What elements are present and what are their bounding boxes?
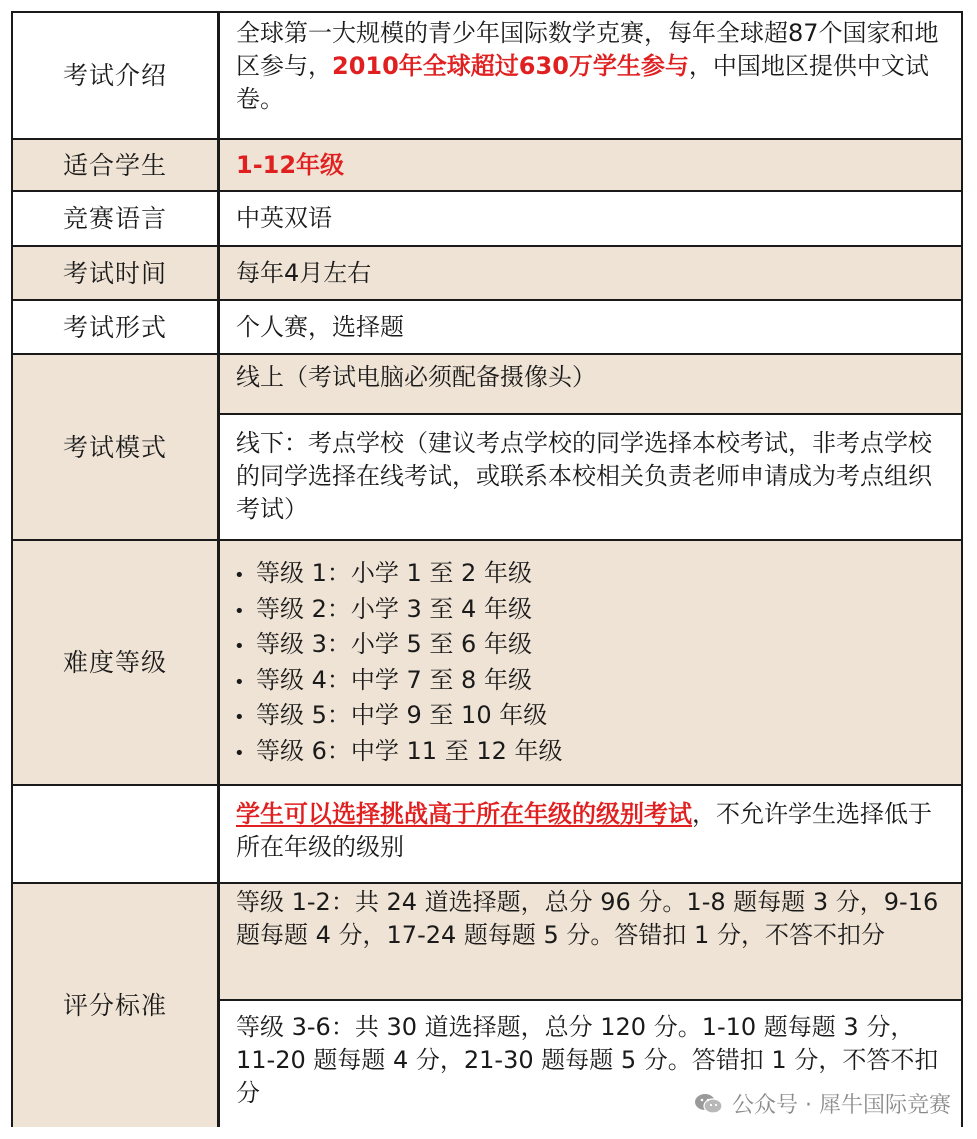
row-label-scoring: 评分标准 <box>13 884 220 1127</box>
level-text: 等级 3：小学 5 至 6 年级 <box>256 630 532 658</box>
scoring-level-3-6: 等级 3-6：共 30 道选择题，总分 120 分。1-10 题每题 3 分，11-20 题每题 4 分，21-30 题每题 5 分。答错扣 1 分，不答不扣分 <box>220 1001 961 1127</box>
row-value-format: 个人赛，选择题 <box>220 301 961 355</box>
row-label-intro: 考试介绍 <box>13 13 220 140</box>
bullet-icon: • <box>234 742 245 764</box>
mode-online: 线上（考试电脑必须配备摄像头） <box>220 355 961 415</box>
row-label-students: 适合学生 <box>13 140 220 192</box>
watermark-text: 公众号 · 犀牛国际竞赛 <box>732 1093 951 1118</box>
bullet-icon: • <box>234 600 245 622</box>
row-value-time: 每年4月左右 <box>220 247 961 301</box>
bullet-icon: • <box>234 707 245 728</box>
level-text: 等级 1：小学 1 至 2 年级 <box>256 559 532 587</box>
intro-text-part2: ，中国地区提供中文试卷。 <box>236 52 929 113</box>
watermark <box>694 1088 951 1119</box>
row-label-language: 竞赛语言 <box>13 192 220 247</box>
bullet-icon: • <box>234 671 245 693</box>
students-value: 1-12年级 <box>236 150 345 179</box>
level-text: 等级 2：小学 3 至 4 年级 <box>256 594 532 623</box>
row-label-time: 考试时间 <box>13 247 220 301</box>
row-value-levels <box>220 541 961 786</box>
mode-offline: 线下：考点学校（建议考点学校的同学选择本校考试，非考点学校的同学选择在线考试，或联系本校相关负责老师申请成为考点组织考试） <box>220 415 961 539</box>
challenge-highlight: 学生可以选择挑战高于所在年级的级别考试 <box>236 800 692 828</box>
bullet-icon: • <box>234 636 245 657</box>
level-item <box>234 735 961 771</box>
scoring-level-1-2: 等级 1-2：共 24 道选择题，总分 96 分。1-8 题每题 3 分，9-16 题每题 4 分，17-24 题每题 5 分。答错扣 1 分，不答不扣分 <box>220 884 961 1001</box>
level-text: 等级 4：中学 7 至 8 年级 <box>256 665 532 694</box>
row-value-mode <box>220 355 961 541</box>
level-item <box>234 593 961 629</box>
level-text: 等级 5：中学 9 至 10 年级 <box>256 701 548 729</box>
row-label-levels: 难度等级 <box>13 541 220 786</box>
level-text: 等级 6：中学 11 至 12 年级 <box>256 736 563 765</box>
bullet-icon: • <box>234 565 245 586</box>
intro-text-part1: 全球第一大规模的青少年国际数学克赛，每年全球超87个国家和地区参与， <box>236 19 939 80</box>
row-value-intro <box>220 13 961 140</box>
row-value-language: 中英双语 <box>220 192 961 247</box>
row-label-format: 考试形式 <box>13 301 220 355</box>
row-value-students <box>220 140 961 192</box>
intro-text-highlight: 2010年全球超过630万学生参与 <box>332 52 689 80</box>
levels-list <box>220 541 961 770</box>
level-item <box>234 664 961 700</box>
row-value-challenge <box>220 786 961 884</box>
challenge-rest: ，不允许学生选择低于所在年级的级别 <box>236 800 932 861</box>
level-item <box>234 557 961 593</box>
level-item <box>234 699 961 735</box>
exam-info-table <box>11 11 963 1127</box>
row-label-mode: 考试模式 <box>13 355 220 541</box>
row-label-challenge <box>13 786 220 884</box>
wechat-icon <box>694 1092 724 1116</box>
level-item <box>234 628 961 664</box>
